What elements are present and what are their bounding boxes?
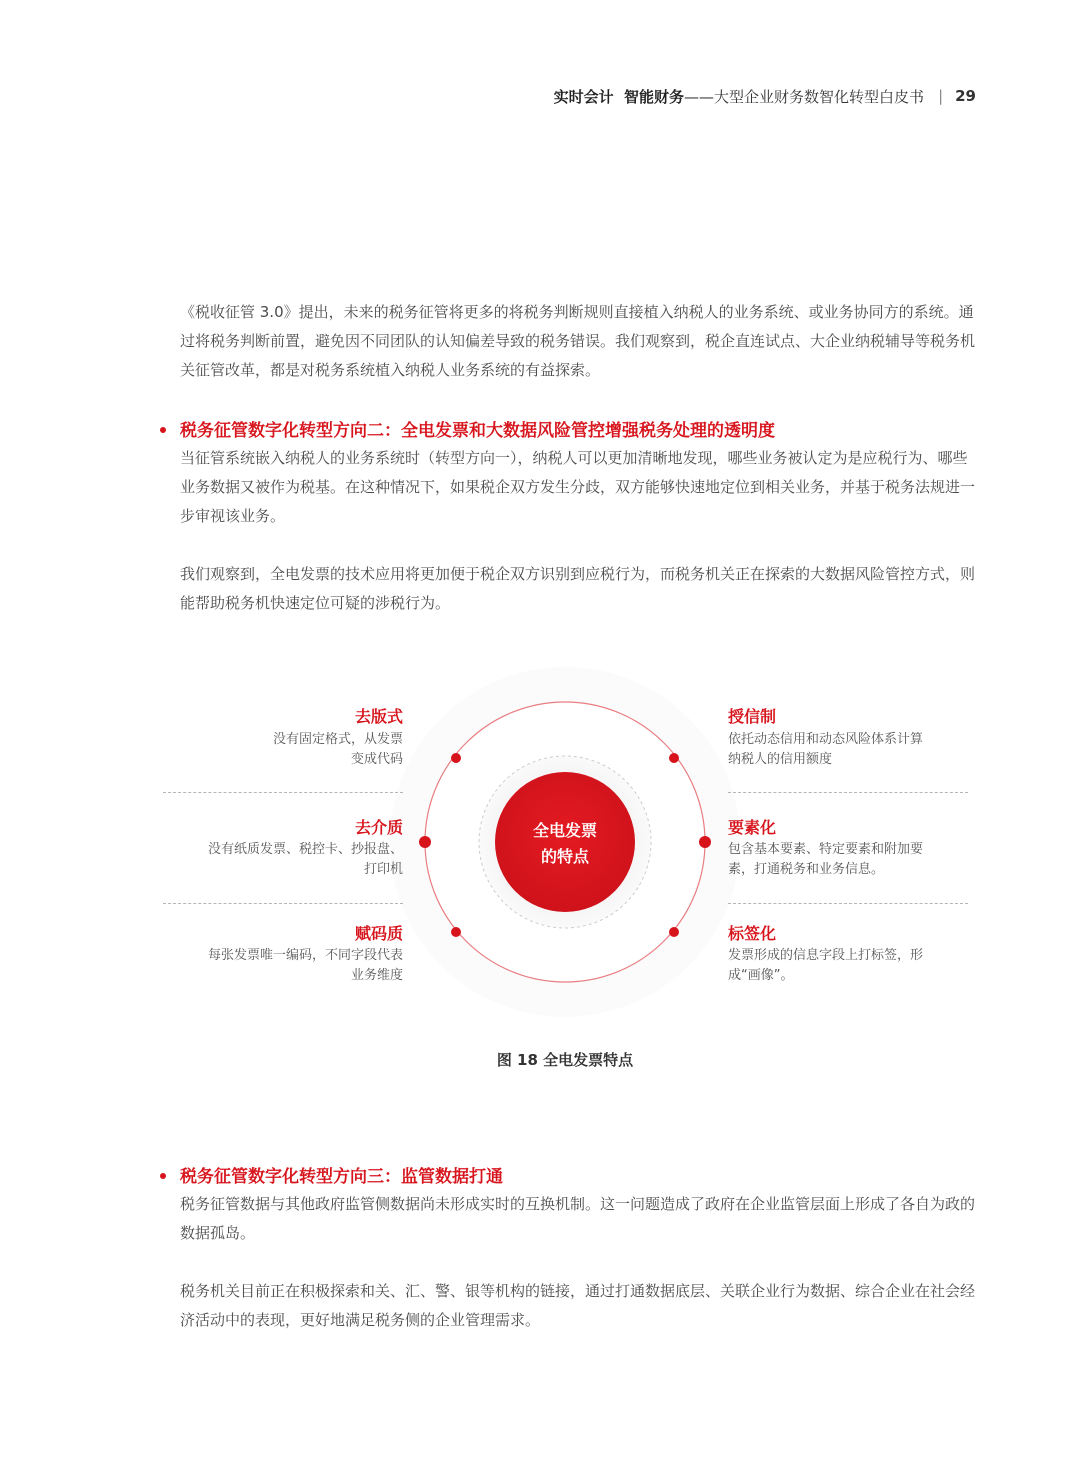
header-title-bold: 实时会计 智能财务 <box>553 87 685 106</box>
right-item-desc-1-line2: 纳税人的信用额度 <box>728 752 833 767</box>
left-item-desc-1 <box>143 730 403 770</box>
section2-paragraph2: 我们观察到，全电发票的技术应用将更加便于税企双方识别到应税行为，而税务机关正在探索的大数据风险管控方式，则能帮助税务机快速定位可疑的涉税行为。 <box>180 565 976 612</box>
figure-caption: 图 18 全电发票特点 <box>496 1051 634 1069</box>
right-item-desc-2-line2: 素，打通税务和业务信息。 <box>728 862 885 877</box>
center-label-line2: 的特点 <box>540 847 589 866</box>
divider-right-2 <box>728 903 968 904</box>
right-item-title-1: 授信制 <box>728 707 777 726</box>
header-separator: | <box>938 87 944 105</box>
left-item-desc-3-line1: 每张发票唯一编码，不同字段代表 <box>207 948 403 963</box>
section3-heading <box>160 1164 980 1190</box>
node-dot-left-1 <box>451 753 461 763</box>
right-item-desc-2 <box>728 840 988 880</box>
section2-heading-text: 税务征管数字化转型方向二：全电发票和大数据风险管控增强税务处理的透明度 <box>180 421 775 441</box>
left-item-title-1: 去版式 <box>354 707 403 726</box>
left-item-desc-2 <box>143 840 403 880</box>
right-item-desc-1 <box>728 730 988 770</box>
intro-paragraph: 《税收征管 3.0》提出，未来的税务征管将更多的将税务判断规则直接植入纳税人的业务系统、或业务协同方的系统。通过将税务判断前置，避免因不同团队的认知偏差导致的税务错误。我们观察到，税企直连试点、大企业纳税辅导等税务机关征管改革，都是对税务系统植入纳税人业务系统的有益探索。 <box>180 303 976 379</box>
left-item-desc-2-line1: 没有纸质发票、税控卡、抄报盘、 <box>207 842 403 857</box>
section3-paragraph1: 税务征管数据与其他政府监管侧数据尚未形成实时的互换机制。这一问题造成了政府在企业监管层面上形成了各自为政的数据孤岛。 <box>180 1195 976 1242</box>
section2-paragraph1: 当征管系统嵌入纳税人的业务系统时（转型方向一），纳税人可以更加清晰地发现，哪些业务被认定为是应税行为、哪些业务数据又被作为税基。在这种情况下，如果税企双方发生分歧，双方能够快速地定位到相关业务，并基于税务法规进一步审视该业务。 <box>180 449 976 525</box>
divider-left-2 <box>163 903 403 904</box>
divider-right-1 <box>728 792 968 793</box>
left-item-title-3: 赋码质 <box>354 924 403 943</box>
bullet-dot <box>160 1173 166 1179</box>
right-item-desc-3-line1: 发票形成的信息字段上打标签，形 <box>728 948 924 963</box>
right-item-title-2: 要素化 <box>728 818 777 837</box>
section3-paragraph2: 税务机关目前正在积极探索和关、汇、警、银等机构的链接，通过打通数据底层、关联企业行为数据、综合企业在社会经济活动中的表现，更好地满足税务侧的企业管理需求。 <box>180 1282 976 1329</box>
left-item-desc-1-line2: 变成代码 <box>350 752 403 767</box>
node-dot-right-2 <box>699 836 711 848</box>
left-item-desc-2-line2: 打印机 <box>363 862 403 877</box>
left-item-desc-3-line2: 业务维度 <box>350 968 403 983</box>
right-item-desc-2-line1: 包含基本要素、特定要素和附加要 <box>728 842 924 857</box>
node-dot-right-1 <box>669 753 679 763</box>
left-item-desc-1-line1: 没有固定格式，从发票 <box>272 732 403 747</box>
right-item-title-3: 标签化 <box>728 924 777 943</box>
left-item-desc-3 <box>143 946 403 986</box>
center-label <box>495 818 635 870</box>
divider-left-1 <box>163 792 403 793</box>
page-number: 29 <box>955 87 976 105</box>
left-item-title-2: 去介质 <box>354 818 403 837</box>
right-item-desc-3 <box>728 946 988 986</box>
node-dot-left-2 <box>419 836 431 848</box>
center-label-line1: 全电发票 <box>532 821 597 840</box>
section3-heading-text: 税务征管数字化转型方向三：监管数据打通 <box>180 1167 503 1187</box>
node-dot-left-3 <box>451 927 461 937</box>
header-title-rest: ——大型企业财务数智化转型白皮书 <box>684 87 925 106</box>
right-item-desc-1-line1: 依托动态信用和动态风险体系计算 <box>728 732 924 747</box>
right-item-desc-3-line2: 成“画像”。 <box>728 968 794 983</box>
node-dot-right-3 <box>669 927 679 937</box>
